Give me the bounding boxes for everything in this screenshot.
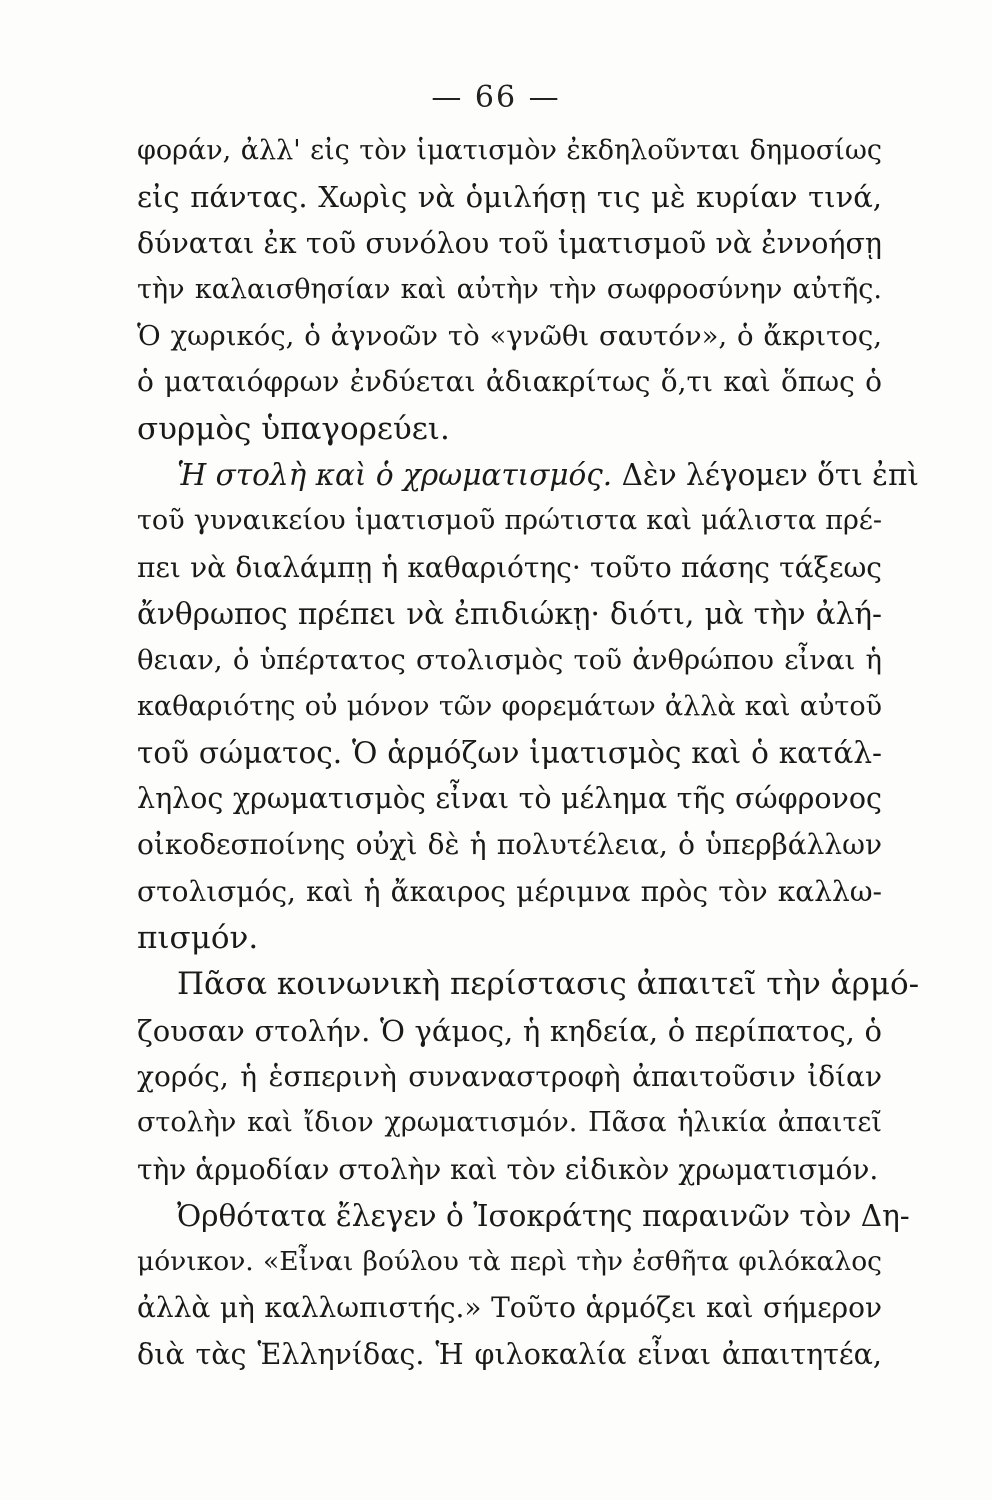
line-text: ἄνθρωπος πρέπει νὰ ἐπιδιώκῃ· διότι, μὰ τὴν ἀλή- [137, 596, 882, 631]
line-text: ληλος χρωματισμὸς εἶναι τὸ μέλημα τῆς σώφρονος [137, 782, 882, 816]
line-text: πισμόν. [137, 920, 259, 957]
line-text: στολισμός, καὶ ἡ ἄκαιρος μέριμνα πρὸς τὸν καλλω- [137, 874, 882, 908]
line-text: καθαριότης οὐ μόνον τῶν φορεμάτων ἀλλὰ καὶ αὐτοῦ [137, 690, 882, 722]
section-heading: Ἡ στολὴ καὶ ὁ χρωματισμός. [177, 458, 613, 493]
text-line [137, 1147, 882, 1193]
text-line [137, 776, 882, 822]
line-text: Ὁ χωρικός, ὁ ἀγνοῶν τὸ «γνῶθι σαυτόν», ὁ ἄκριτος, [137, 320, 882, 353]
page-number: — 66 — [431, 80, 561, 115]
line-text: τοῦ γυναικείου ἱματισμοῦ πρώτιστα καὶ μάλιστα πρέ- [137, 505, 882, 537]
line-text: τοῦ σώματος. Ὁ ἁρμόζων ἱματισμὸς καὶ ὁ κατάλ- [137, 735, 882, 770]
line-text: διὰ τὰς Ἑλληνίδας. Ἡ φιλοκαλία εἶναι ἀπαιτητέα, [137, 1337, 882, 1371]
line-text: Πᾶσα κοινωνικὴ περίστασις ἀπαιτεῖ τὴν ἁρμό- [177, 966, 920, 1003]
line-text: Δὲν λέγομεν ὅτι ἐπὶ [612, 458, 919, 493]
text-line [137, 637, 882, 683]
text-line [137, 1008, 882, 1054]
text-line [137, 174, 882, 220]
body-text [137, 128, 920, 1378]
text-line [137, 452, 919, 498]
line-text: τὴν ἁρμοδίαν στολὴν καὶ τὸν εἰδικὸν χρωματισμόν. [137, 1152, 879, 1186]
text-line [137, 498, 882, 544]
text-line [137, 915, 882, 961]
line-text: φοράν, ἀλλ' εἰς τὸν ἱματισμὸν ἐκδηλοῦνται δημοσίως [137, 135, 882, 166]
text-line [137, 591, 882, 637]
text-line [137, 1239, 882, 1285]
text-line [137, 359, 882, 405]
line-text: τὴν καλαισθησίαν καὶ αὐτὴν τὴν σωφροσύνην αὐτῆς. [137, 273, 882, 305]
line-text: θειαν, ὁ ὑπέρτατος στολισμὸς τοῦ ἀνθρώπου εἶναι ἡ [137, 644, 882, 677]
line-text: χορός, ἡ ἑσπερινὴ συναναστροφὴ ἀπαιτοῦσιν ἰδίαν [137, 1059, 882, 1093]
text-line [137, 1054, 882, 1100]
line-text: Ὀρθότατα ἔλεγεν ὁ Ἰσοκράτης παραινῶν τὸν Δη- [177, 1198, 910, 1233]
text-line [137, 822, 882, 868]
line-text: ζουσαν στολήν. Ὁ γάμος, ἡ κηδεία, ὁ περίπατος, ὁ [137, 1013, 882, 1048]
text-line [137, 128, 882, 174]
text-line [137, 1193, 910, 1239]
text-line [137, 267, 882, 313]
text-line [137, 221, 882, 267]
text-line [137, 406, 882, 452]
text-line [137, 1285, 882, 1331]
line-text: εἰς πάντας. Χωρὶς νὰ ὁμιλήσῃ τις μὲ κυρίαν τινά, [137, 180, 882, 215]
text-line [137, 313, 882, 359]
line-text: οἰκοδεσποίνης οὐχὶ δὲ ἡ πολυτέλεια, ὁ ὑπερβάλλων [137, 828, 882, 862]
line-text: μόνικον. «Εἶναι βούλου τὰ περὶ τὴν ἐσθῆτα φιλόκαλος [137, 1246, 882, 1278]
text-line [137, 684, 882, 730]
text-line [137, 1100, 882, 1146]
line-text: ἀλλὰ μὴ καλλωπιστής.» Τοῦτο ἁρμόζει καὶ σήμερον [137, 1291, 882, 1325]
line-text: ὁ ματαιόφρων ἐνδύεται ἀδιακρίτως ὅ,τι καὶ ὅπως ὁ [137, 365, 882, 399]
text-line [137, 730, 882, 776]
line-text: στολὴν καὶ ἴδιον χρωματισμόν. Πᾶσα ἡλικία ἀπαιτεῖ [137, 1107, 882, 1139]
line-text: πει νὰ διαλάμπῃ ἡ καθαριότης· τοῦτο πάσης τάξεως [137, 550, 882, 584]
text-line [137, 961, 920, 1007]
text-line [137, 1332, 882, 1378]
line-text: δύναται ἐκ τοῦ συνόλου τοῦ ἱματισμοῦ νὰ ἐννοήσῃ [137, 226, 882, 260]
line-text: συρμὸς ὑπαγορεύει. [137, 410, 450, 447]
text-line [137, 545, 882, 591]
text-line [137, 869, 882, 915]
